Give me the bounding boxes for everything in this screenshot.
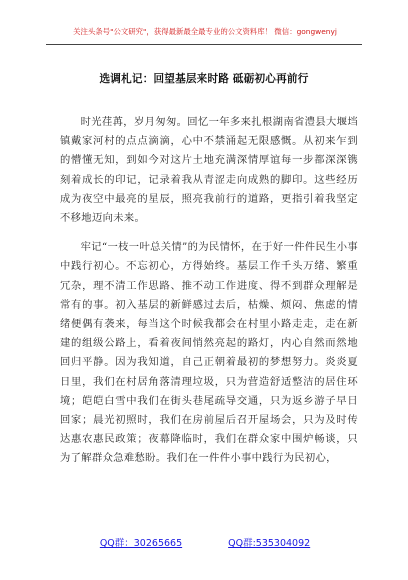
- document-body: [60, 113, 358, 469]
- footer-qq-group-1[interactable]: QQ群：30265665: [99, 538, 183, 549]
- paragraph-2: 牢记“一枝一叶总关情”的为民情怀，在于好一件件民生小事中践行初心。不忘初心，方得始终。基层工作千头万绪、繁重冗杂，理不清工作思路、推不动工作进度、得不到群众理解是常有的事。初入基层的新鲜感过去后，枯燥、烦闷、焦虑的情绪便偶有袭来，每当这个时候我都会在村里小路走走，走在新建的组级公路上，看着夜间悄然亮起的路灯，内心自然而然地回归平静。因为我知道，自己正朝着最初的梦想努力。炎炎夏日里，我们在村居角落清理垃圾，只为营造舒适整洁的居住环境；皑皑白雪中我们在街头巷尾疏导交通，只为返乡游子早日回家；晨光初照时，我们在房前屋后召开屋场会，只为及时传达惠农惠民政策；夜幕降临时，我们在群众家中围炉畅谈，只为了解群众急难愁盼。我们在一件件小事中践行为民初心，: [60, 241, 358, 465]
- footer-contacts: [40, 535, 370, 549]
- paragraph-1: 时光荏苒，岁月匆匆。回忆一年多来扎根湖南省澧县大堰垱镇戴家河村的点点滴滴，心中不禁涌起无限感慨。从初来乍到的懵懂无知，到如今对这片土地充满深情厚谊每一步都深深镌刻着成长的印记，记录着我从青涩走向成熟的脚印。这些经历成为夜空中最亮的星辰，照亮我前行的道路，更指引着我坚定不移地迈向未来。: [60, 116, 358, 225]
- header-divider: [46, 44, 362, 45]
- document-title: 选调札记：回望基层来时路 砥砺初心再前行: [99, 73, 309, 85]
- header-promo-text: 关注头条号"公文研究"，获得最新最全最专业的公文资料库！ 微信：gongwenyj: [73, 26, 337, 36]
- footer-qq-group-2[interactable]: QQ群:535304092: [228, 538, 311, 549]
